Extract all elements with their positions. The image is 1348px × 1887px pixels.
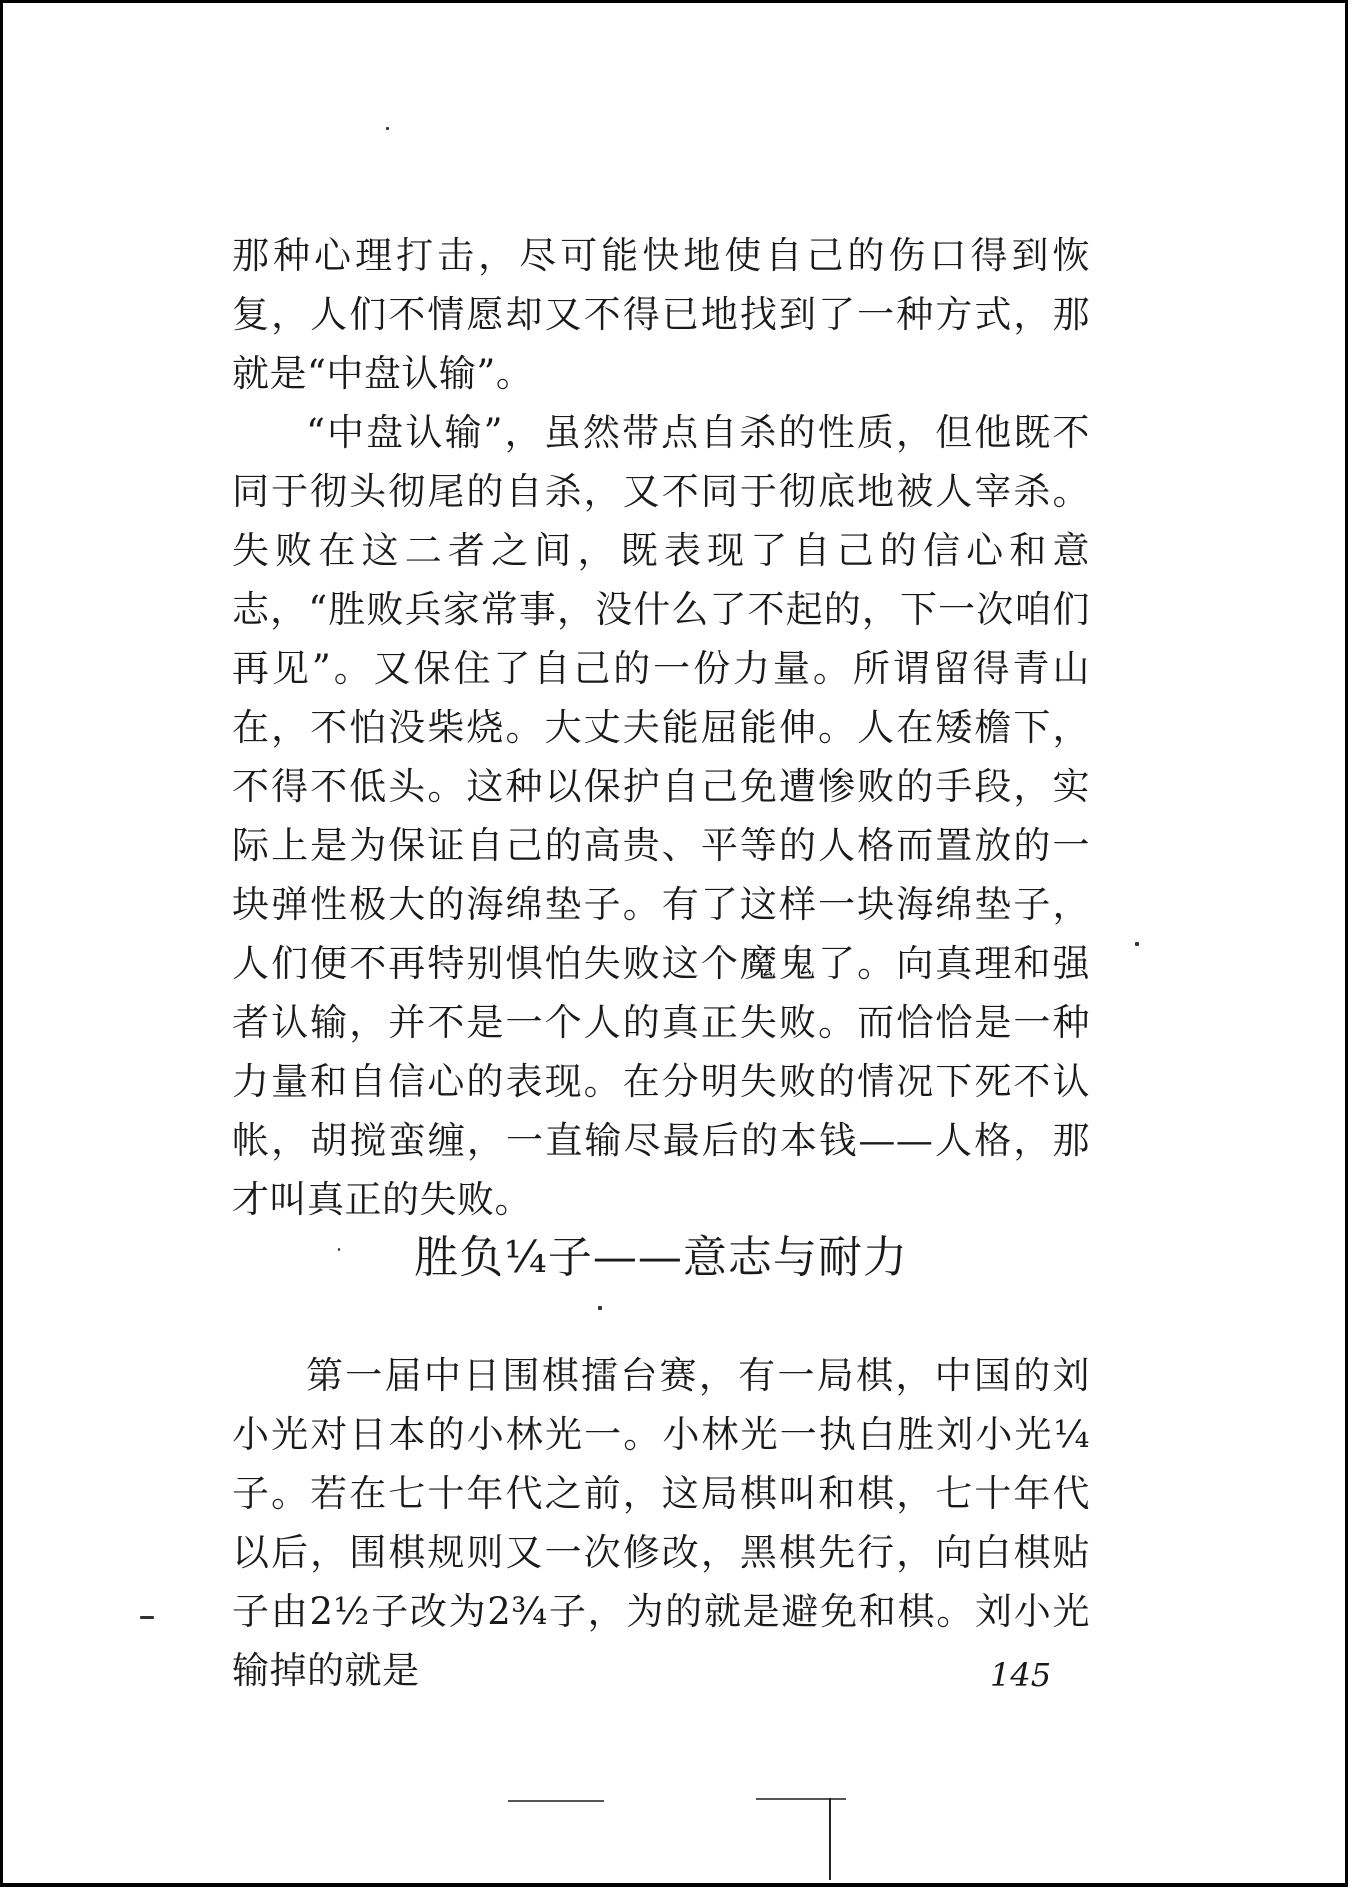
section-title: 胜负¼子——意志与耐力 bbox=[414, 1232, 908, 1283]
paragraph-2: “中盘认输”，虽然带点自杀的性质，但他既不同于彻头彻尾的自杀，又不同于彻底地被人宰杀。失败在这二者之间，既表现了自己的信心和意志，“胜败兵家常事，没什么了不起的，下一次咱们再见”。又保住了自己的一份力量。所谓留得青山在，不怕没柴烧。大丈夫能屈能伸。人在矮檐下，不得不低头。这种以保护自己免遭惨败的手段，实际上是为保证自己的高贵、平等的人格而置放的一块弹性极大的海绵垫子。有了这样一块海绵垫子，人们便不再特别惧怕失败这个魔鬼了。向真理和强者认输，并不是一个人的真正失败。而恰恰是一种力量和自信心的表现。在分明失败的情况下死不认帐，胡搅蛮缠，一直输尽最后的本钱——人格，那才叫真正的失败。 bbox=[232, 411, 1090, 1221]
scan-speck bbox=[386, 127, 389, 130]
page-number: 145 bbox=[990, 1656, 1052, 1694]
section-paragraph: 第一届中日围棋擂台赛，有一局棋，中国的刘小光对日本的小林光一。小林光一执白胜刘小光¼子。若在七十年代之前，这局棋叫和棋，七十年代以后，围棋规则又一次修改，黑棋先行，向白棋贴子由2½子改为2¾子，为的就是避免和棋。刘小光输掉的就是 bbox=[232, 1354, 1090, 1692]
scan-line bbox=[508, 1800, 604, 1802]
scan-speck bbox=[1135, 942, 1139, 946]
paragraph-1: 那种心理打击，尽可能快地使自己的伤口得到恢复，人们不情愿却又不得已地找到了一种方式，那就是“中盘认输”。 bbox=[232, 234, 1090, 395]
scan-line bbox=[756, 1798, 846, 1800]
scan-speck bbox=[598, 1306, 602, 1310]
scan-line bbox=[829, 1798, 831, 1880]
text-block-upper bbox=[232, 226, 1090, 1229]
scan-speck bbox=[140, 1616, 154, 1619]
scan-speck bbox=[338, 1248, 340, 1251]
text-block-lower bbox=[232, 1346, 1090, 1700]
